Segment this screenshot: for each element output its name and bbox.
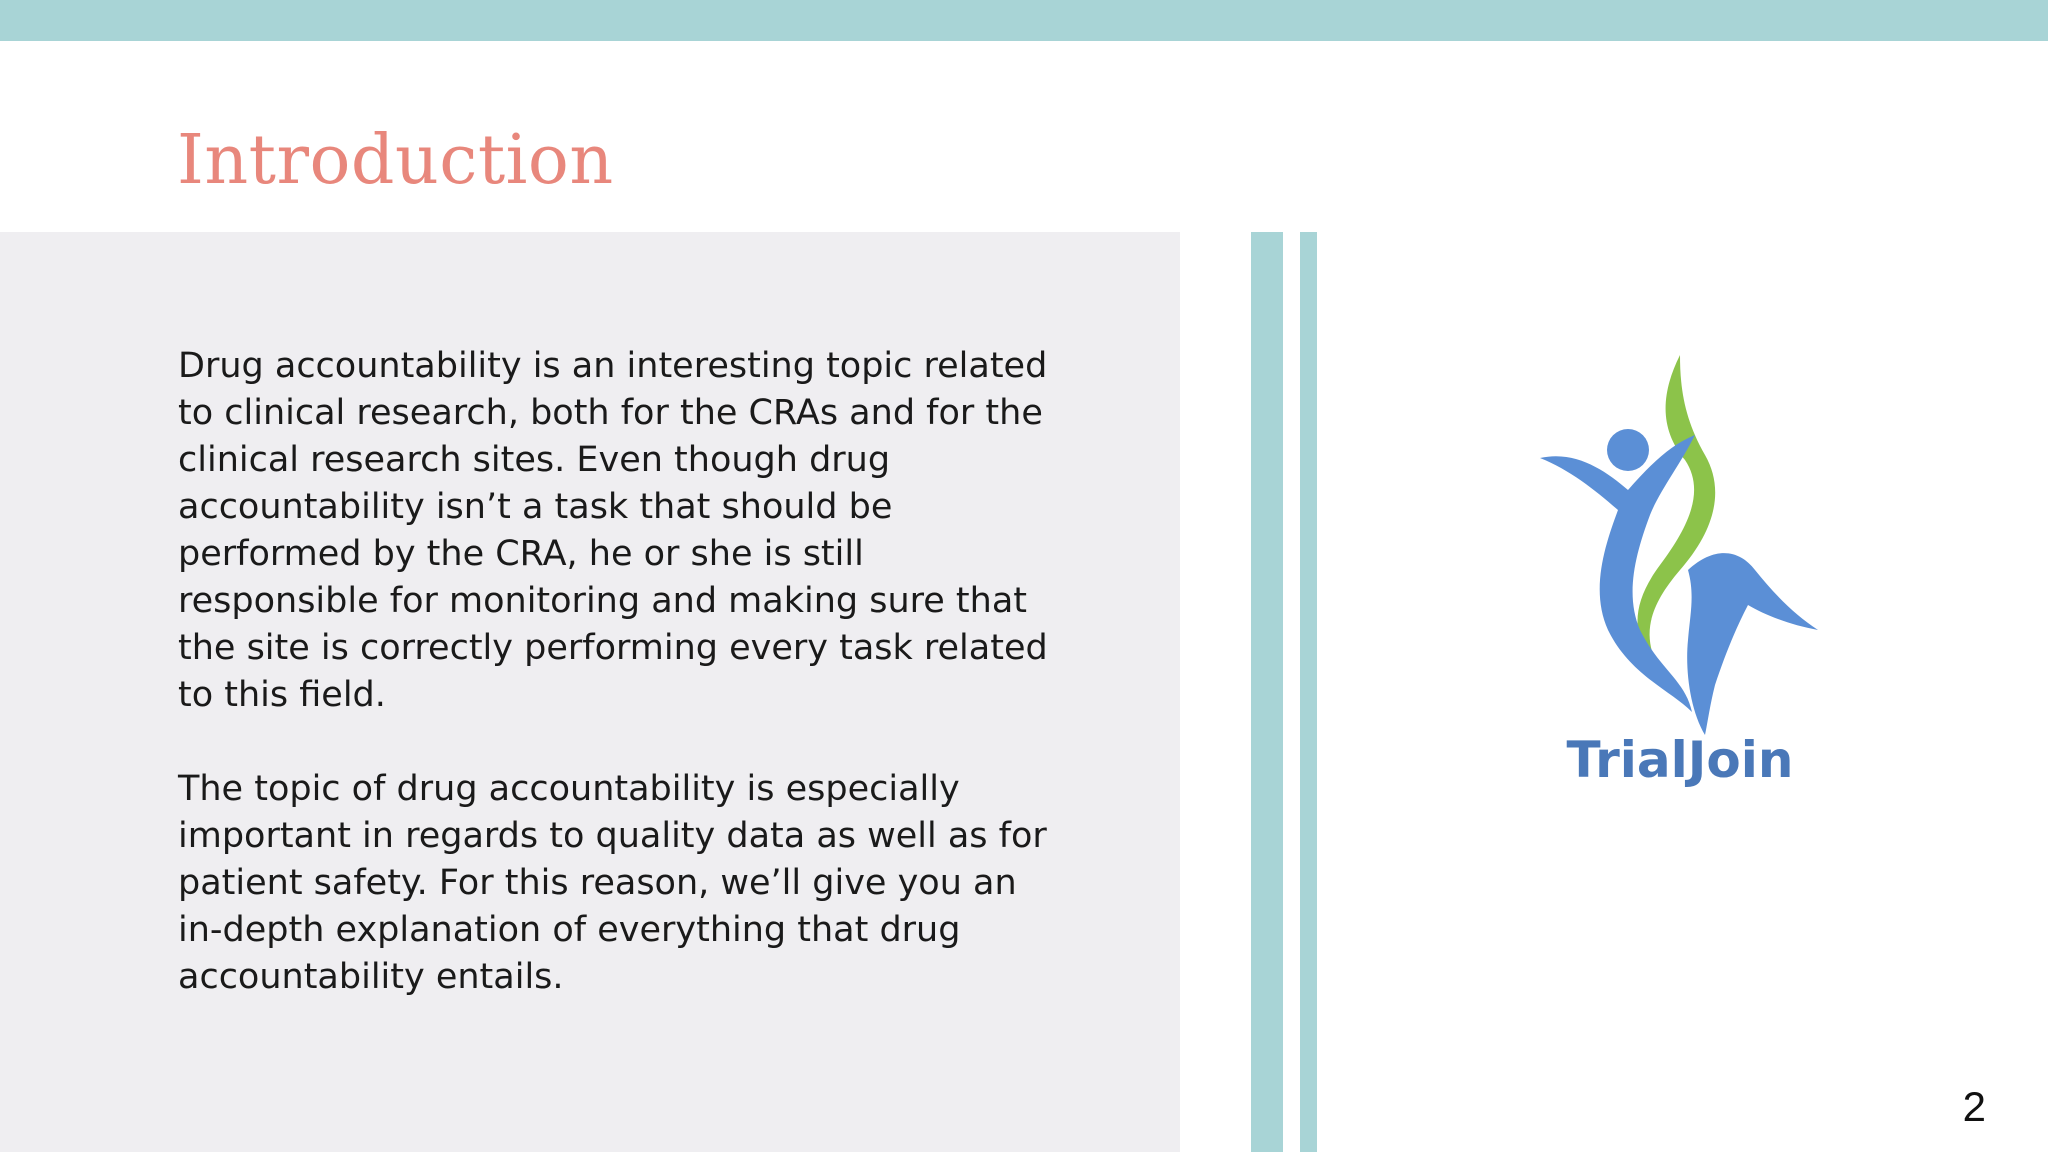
brand-name: TrialJoin <box>1566 731 1794 789</box>
decorative-stripe-narrow <box>1300 232 1317 1152</box>
page-number: 2 <box>1962 1083 1986 1130</box>
paragraph-2: The topic of drug accountability is especially important in regards to quality data as well as for patient safety. For this reason, we’ll give you an in-depth explanation of everything that drug accountability entails. <box>178 769 1047 997</box>
paragraph-1: Drug accountability is an interesting topic related to clinical research, both for the CRAs and for the clinical research sites. Even though drug accountability isn’t a task that should be performed by the CRA, he or she is still responsible for monitoring and making sure that the site is correctly performing every task related to this field. <box>178 346 1048 715</box>
decorative-stripe-wide <box>1251 232 1283 1152</box>
top-accent-band <box>0 0 2048 41</box>
body-text <box>178 343 1058 1048</box>
upper-figure-head <box>1607 429 1649 471</box>
trialjoin-figures-icon <box>1510 340 1850 740</box>
slide-title: Introduction <box>177 121 614 200</box>
lower-figure-body <box>1687 553 1818 735</box>
